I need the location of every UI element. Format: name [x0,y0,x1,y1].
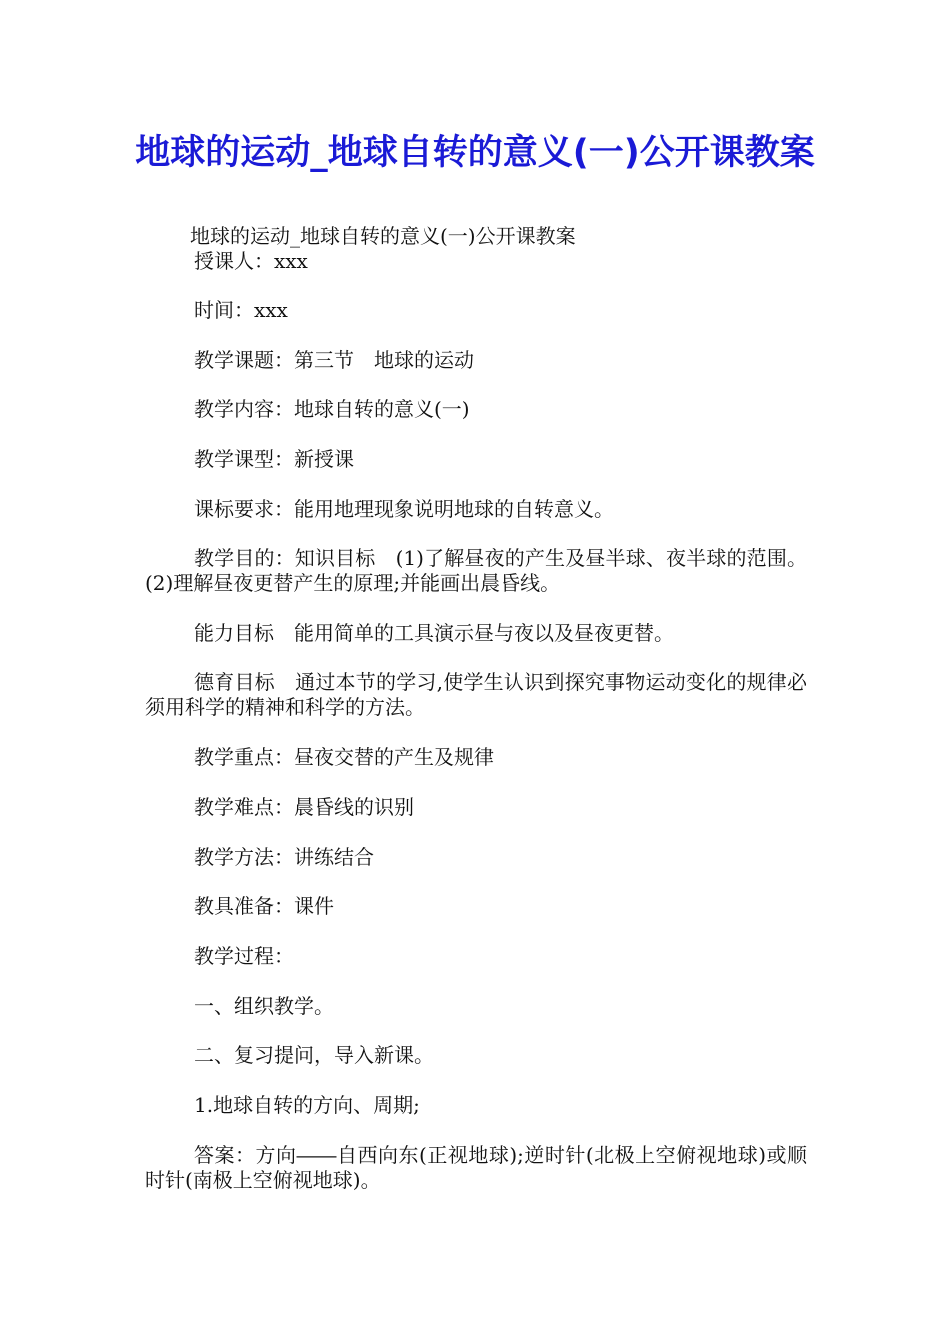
paragraph-key-point: 教学重点：昼夜交替的产生及规律 [194,745,494,769]
paragraph-ability-goal: 能力目标 能用简单的工具演示昼与夜以及昼夜更替。 [194,621,674,645]
paragraph-process: 教学过程： [194,944,294,968]
paragraph-step-two: 二、复习提问，导入新课。 [194,1043,434,1067]
paragraph-method: 教学方法：讲练结合 [194,845,374,869]
paragraph-content: 教学内容：地球自转的意义(一) [194,397,470,421]
paragraph-lesson-type: 教学课型：新授课 [194,447,354,471]
document-subtitle: 地球的运动_地球自转的意义(一)公开课教案 [190,224,576,248]
paragraph-question-one: 1.地球自转的方向、周期; [194,1093,420,1117]
paragraph-difficulty: 教学难点：晨昏线的识别 [194,795,414,819]
paragraph-answer: 答案：方向――自西向东(正视地球);逆时针(北极上空俯视地球)或顺时针(南极上空俯视地球)。 [145,1143,807,1192]
document-title: 地球的运动_地球自转的意义(一)公开课教案 [135,133,815,173]
paragraph-lecturer: 授课人：xxx [194,249,308,273]
paragraph-standard: 课标要求：能用地理现象说明地球的自转意义。 [194,497,614,521]
paragraph-moral-goal: 德育目标 通过本节的学习,使学生认识到探究事物运动变化的规律必须用科学的精神和科学的方法。 [145,670,807,719]
paragraph-time: 时间：xxx [194,298,288,322]
paragraph-topic: 教学课题：第三节 地球的运动 [194,348,474,372]
paragraph-objectives: 教学目的：知识目标 (1)了解昼夜的产生及昼半球、夜半球的范围。(2)理解昼夜更替产生的原理;并能画出晨昏线。 [145,546,807,595]
paragraph-step-one: 一、组织教学。 [194,994,334,1018]
paragraph-tools: 教具准备：课件 [194,894,334,918]
